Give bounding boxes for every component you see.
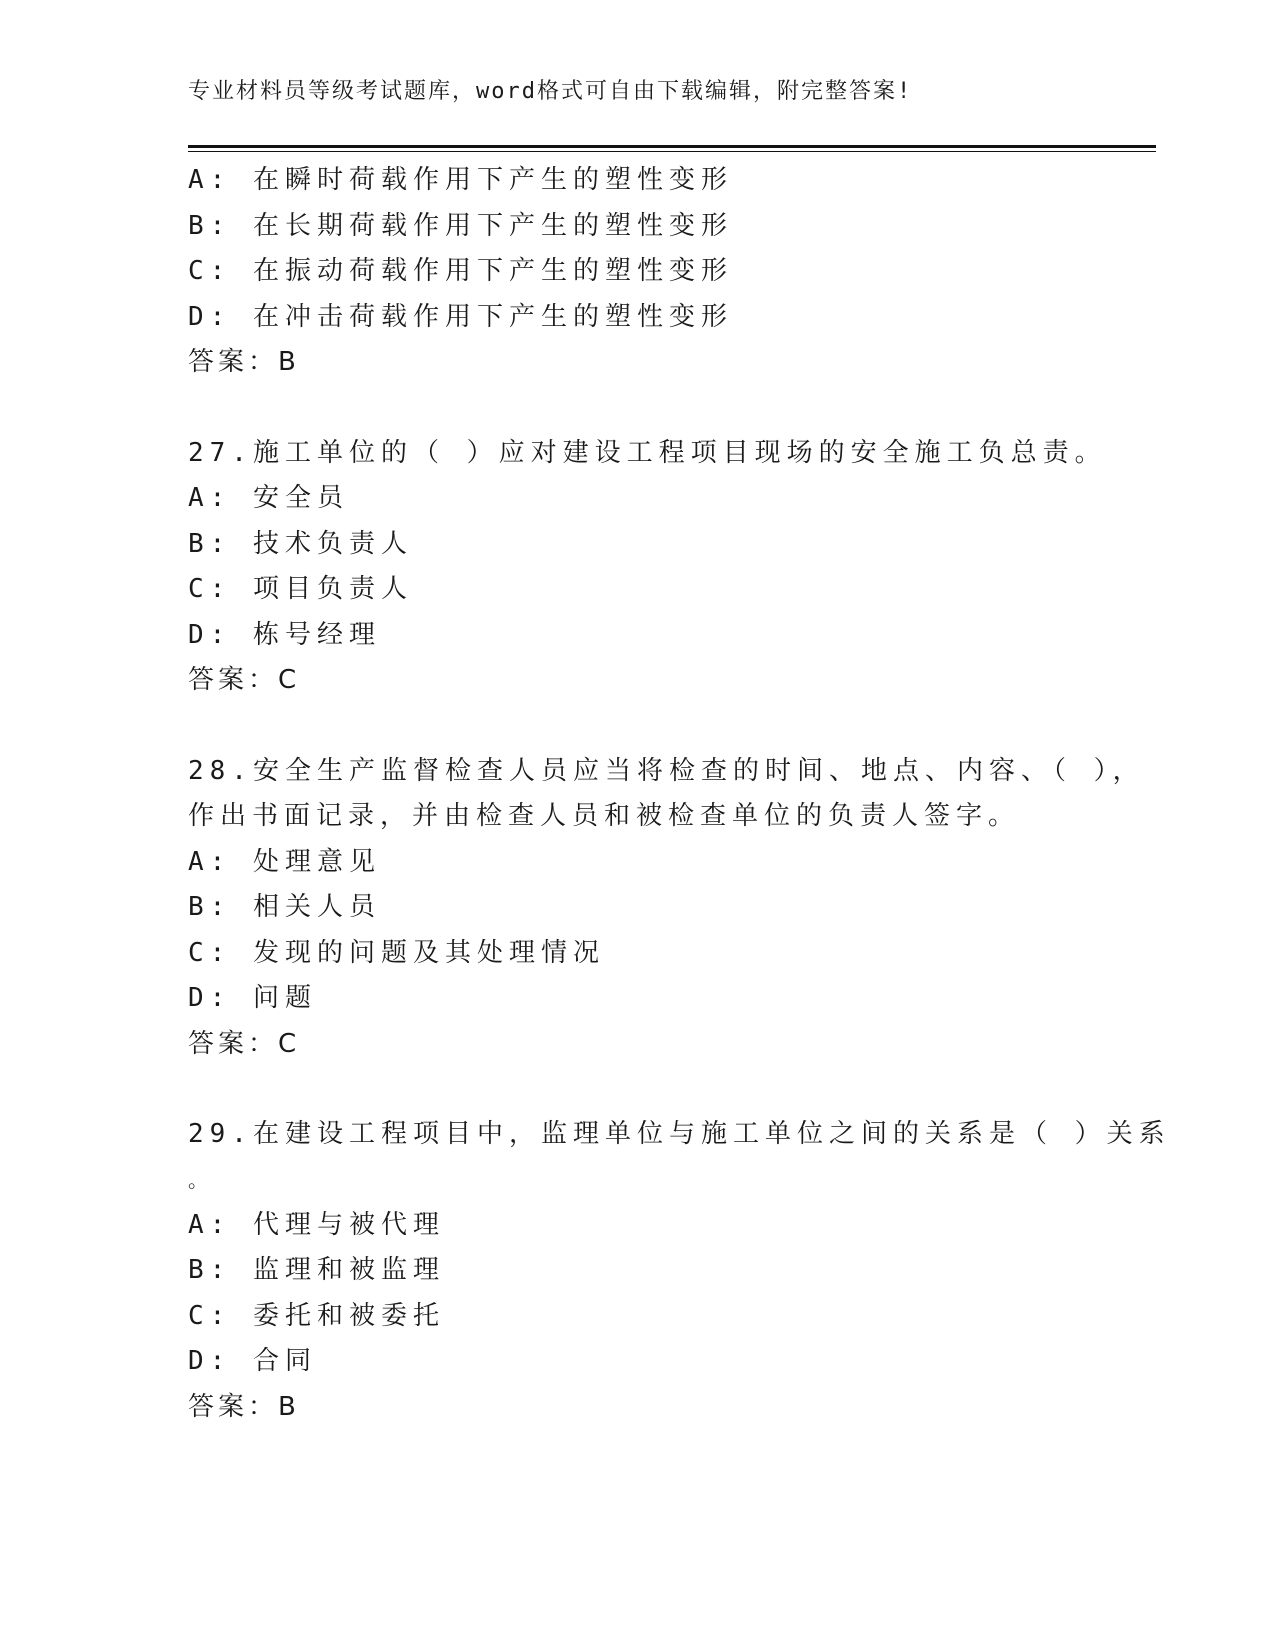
option-c: C: 项目负责人	[188, 574, 413, 604]
spacer	[188, 386, 1088, 431]
question-stem-line: 28.安全生产监督检查人员应当将检查的时间、地点、内容、（ ），	[188, 755, 1145, 786]
option-c: C: 在振动荷载作用下产生的塑性变形	[188, 256, 733, 286]
question-block-26	[188, 158, 1088, 386]
question-block-27	[188, 431, 1107, 704]
option-d: D: 问题	[188, 983, 317, 1013]
question-list	[188, 158, 1171, 1430]
answer-line: 答案：B	[188, 1391, 300, 1422]
question-stem	[188, 1112, 1171, 1203]
header-rule-thick	[188, 145, 1156, 148]
answer-line: 答案：C	[188, 1028, 301, 1059]
option-a: A: 代理与被代理	[188, 1209, 445, 1240]
option-d: D: 合同	[188, 1346, 317, 1376]
option-a: A: 处理意见	[188, 846, 381, 877]
option-b: B: 监理和被监理	[188, 1255, 445, 1285]
option-a: A: 在瞬时荷载作用下产生的塑性变形	[188, 165, 733, 195]
spacer	[188, 1067, 1088, 1112]
option-c: C: 发现的问题及其处理情况	[188, 937, 605, 968]
header-rule-thin	[188, 151, 1156, 152]
question-stem-line: 作出书面记录，并由检查人员和被检查单位的负责人签字。	[188, 801, 1021, 831]
option-b: B: 技术负责人	[188, 528, 413, 559]
question-block-29	[188, 1112, 1171, 1430]
question-stem: 27.施工单位的（ ）应对建设工程项目现场的安全施工负总责。	[188, 437, 1107, 468]
answer-line: 答案：C	[188, 665, 301, 695]
question-stem-line: 29.在建设工程项目中，监理单位与施工单位之间的关系是（ ）关系	[188, 1119, 1171, 1149]
option-a: A: 安全员	[188, 483, 349, 513]
question-stem	[188, 749, 1145, 840]
page-header: 专业材料员等级考试题库，word格式可自由下载编辑，附完整答案!	[188, 79, 913, 104]
answer-line: 答案：B	[188, 347, 300, 377]
option-d: D: 栋号经理	[188, 619, 381, 650]
option-c: C: 委托和被委托	[188, 1300, 445, 1331]
question-stem-line: 。	[188, 1167, 214, 1192]
option-b: B: 在长期荷载作用下产生的塑性变形	[188, 210, 733, 241]
option-b: B: 相关人员	[188, 892, 381, 922]
spacer	[188, 704, 1088, 749]
question-block-28	[188, 749, 1145, 1068]
option-d: D: 在冲击荷载作用下产生的塑性变形	[188, 301, 733, 332]
